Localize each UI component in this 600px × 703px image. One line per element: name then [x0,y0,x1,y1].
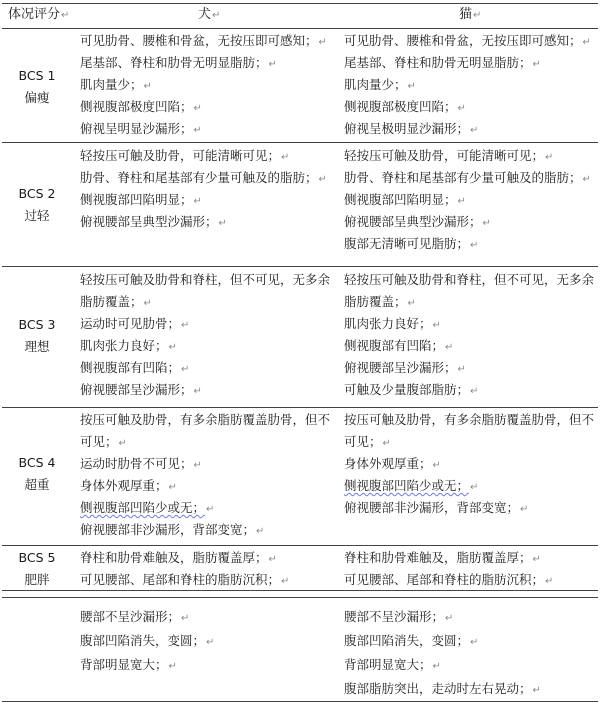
cat-criterion-text: 俯视腰部呈沙漏形； [344,360,457,375]
cat-criterion: 侧视腹部极度凹陷；↵ [344,99,466,114]
cat-criterion-text: 肋骨、脊柱和尾基部有少量可触及的脂肪； [344,170,582,185]
dog-criterion-text: 背部明显宽大； [80,657,168,672]
cat-criterion: 肌肉张力良好；↵ [344,316,441,331]
row-label-score: BCS 5 [18,550,56,565]
cat-criterion: 俯视腰部呈沙漏形；↵ [344,360,466,375]
cat-criterion-text: 腹部无清晰可见脂肪； [344,236,470,251]
header-divider [2,28,598,29]
cat-criterion: 背部明显宽大；↵ [344,657,441,672]
cat-criterion: 腹部脂肪突出，走动时左右晃动；↵ [344,681,541,696]
cat-criterion-text: 侧视腹部极度凹陷； [344,99,457,114]
cat-criterion-text: 身体外观厚重； [344,456,432,471]
dog-criterion: 俯视呈明显沙漏形；↵ [80,121,202,136]
cat-criterion: 身体外观厚重；↵ [344,456,441,471]
cat-criterion: 俯视呈极明显沙漏形；↵ [344,121,479,136]
dog-criterion: 腹部凹陷消失，变圆；↵ [80,633,215,648]
dog-criterion: 俯视腰部非沙漏形，背部变宽；↵ [80,522,265,537]
cat-criterion: 轻按压可触及肋骨，可能清晰可见；↵ [344,148,554,163]
row-label-score: BCS 3 [18,317,56,332]
row-divider [2,142,598,143]
row-divider [2,597,598,598]
cat-criterion: 腰部不呈沙漏形；↵ [344,609,454,624]
dog-criterion-text: 轻按压可触及肋骨和脊柱，但不可见，无多余脂肪覆盖； [80,272,331,309]
dog-criterion: 可见肋骨、腰椎和骨盆，无按压即可感知；↵ [80,33,327,48]
cat-criterion-text: 肌肉量少； [344,77,407,92]
dog-criterion-text: 运动时可见肋骨； [80,316,181,331]
row-divider [2,266,598,267]
dog-criterion-text: 身体外观厚重； [80,478,168,493]
dog-criterion: 侧视腹部凹陷明显；↵ [80,192,202,207]
dog-criterion-text: 按压可触及肋骨，有多余脂肪覆盖肋骨，但不可见； [80,412,331,449]
dog-criterion-text: 俯视腰部非沙漏形，背部变宽； [80,522,256,537]
cat-criterion-text: 可见肋骨、腰椎和骨盆，无按压即可感知； [344,33,582,48]
cat-criterion: 轻按压可触及肋骨和脊柱，但不可见，无多余脂肪覆盖；↵ [344,272,595,309]
dog-criterion: 俯视腰部呈典型沙漏形；↵ [80,214,227,229]
header-dog-label: 犬 [198,7,212,22]
cat-criterion: 可见肋骨、腰椎和骨盆，无按压即可感知；↵ [344,33,591,48]
table-top-border [2,3,598,4]
cat-criterion: 侧视腹部有凹陷；↵ [344,338,454,353]
dog-criterion: 侧视腹部凹陷少或无；↵ [80,500,215,515]
dog-criterion: 可见腰部、尾部和脊柱的脂肪沉积；↵ [80,572,290,587]
header-cat: 猫↵ [459,7,482,22]
cat-criterion-text: 腹部脂肪突出，走动时左右晃动； [344,681,532,696]
cat-criterion-text: 侧视腹部凹陷少或无； [344,478,470,493]
row-label-desc: 超重 [24,477,50,492]
dog-criterion-text: 侧视腹部凹陷明显； [80,192,193,207]
cat-criterion-text: 轻按压可触及肋骨，可能清晰可见； [344,148,545,163]
dog-criterion-text: 运动时肋骨不可见； [80,456,193,471]
dog-criterion-text: 俯视呈明显沙漏形； [80,121,193,136]
dog-criterion: 脊柱和肋骨难触及，脂肪覆盖厚；↵ [80,550,277,565]
row-divider [2,545,598,546]
cat-criterion: 俯视腰部呈典型沙漏形；↵ [344,214,491,229]
cat-criterion-text: 侧视腹部有凹陷； [344,338,445,353]
dog-criterion: 轻按压可触及肋骨，可能清晰可见；↵ [80,148,290,163]
cat-criterion: 肋骨、脊柱和尾基部有少量可触及的脂肪；↵ [344,170,591,185]
row-label-desc: 理想 [24,339,50,354]
dog-criterion-text: 俯视腰部呈典型沙漏形； [80,214,218,229]
row-label-desc: 肥胖 [24,572,50,587]
dog-criterion-text: 肌肉张力良好； [80,338,168,353]
dog-criterion: 按压可触及肋骨，有多余脂肪覆盖肋骨，但不可见；↵ [80,412,331,449]
dog-criterion-text: 俯视腰部呈沙漏形； [80,382,193,397]
cat-criterion: 俯视腰部非沙漏形，背部变宽；↵ [344,500,529,515]
dog-criterion: 运动时可见肋骨；↵ [80,316,190,331]
dog-criterion-text: 侧视腹部有凹陷； [80,360,181,375]
dog-criterion-text: 可见腰部、尾部和脊柱的脂肪沉积； [80,572,281,587]
header-score: 体况评分↵ [8,7,70,22]
dog-criterion: 侧视腹部极度凹陷；↵ [80,99,202,114]
row-label-bcs3 [0,314,74,358]
cat-criterion-text: 腹部凹陷消失，变圆； [344,633,470,648]
row-label-score: BCS 4 [18,455,56,470]
dog-criterion: 肋骨、脊柱和尾基部有少量可触及的脂肪；↵ [80,170,327,185]
dog-criterion: 身体外观厚重；↵ [80,478,177,493]
dog-criterion-text: 侧视腹部极度凹陷； [80,99,193,114]
dog-criterion-text: 肌肉量少； [80,77,143,92]
dog-criterion-text: 腹部凹陷消失，变圆； [80,633,206,648]
dog-criterion-text: 侧视腹部凹陷少或无； [80,500,206,515]
header-score-label: 体况评分 [8,7,61,22]
cat-criterion: 脊柱和肋骨难触及，脂肪覆盖厚；↵ [344,550,541,565]
row-label-score: BCS 2 [18,186,56,201]
dog-criterion: 运动时肋骨不可见；↵ [80,456,202,471]
dog-criterion-text: 腰部不呈沙漏形； [80,609,181,624]
row-label-bcs4 [0,452,74,496]
dog-criterion-text: 尾基部、脊柱和肋骨无明显脂肪； [80,55,268,70]
cat-criterion-text: 俯视呈极明显沙漏形； [344,121,470,136]
row-label-bcs1 [0,65,74,109]
dog-criterion-text: 脊柱和肋骨难触及，脂肪覆盖厚； [80,550,268,565]
dog-criterion-text: 肋骨、脊柱和尾基部有少量可触及的脂肪； [80,170,318,185]
row-divider [2,407,598,408]
cat-criterion-text: 可见腰部、尾部和脊柱的脂肪沉积； [344,572,545,587]
cat-criterion: 按压可触及肋骨，有多余脂肪覆盖肋骨，但不可见；↵ [344,412,595,449]
cat-criterion: 腹部无清晰可见脂肪；↵ [344,236,479,251]
cat-criterion-text: 侧视腹部凹陷明显； [344,192,457,207]
row-label-score: BCS 1 [18,68,56,83]
dog-criterion: 轻按压可触及肋骨和脊柱，但不可见，无多余脂肪覆盖；↵ [80,272,331,309]
dog-criterion: 腰部不呈沙漏形；↵ [80,609,190,624]
cat-criterion-text: 可触及少量腹部脂肪； [344,382,470,397]
row-label-desc: 过轻 [24,208,50,223]
cat-criterion-text: 俯视腰部非沙漏形，背部变宽； [344,500,520,515]
cat-criterion: 可见腰部、尾部和脊柱的脂肪沉积；↵ [344,572,554,587]
cat-criterion-text: 按压可触及肋骨，有多余脂肪覆盖肋骨，但不可见； [344,412,595,449]
cat-criterion: 侧视腹部凹陷明显；↵ [344,192,466,207]
cat-criterion: 可触及少量腹部脂肪；↵ [344,382,479,397]
row-label-desc: 偏瘦 [24,90,50,105]
cat-criterion-text: 尾基部、脊柱和肋骨无明显脂肪； [344,55,532,70]
row-label-bcs2 [0,183,74,227]
header-cat-label: 猫 [459,7,473,22]
dog-criterion: 尾基部、脊柱和肋骨无明显脂肪；↵ [80,55,277,70]
cat-criterion-text: 背部明显宽大； [344,657,432,672]
cat-criterion-text: 腰部不呈沙漏形； [344,609,445,624]
dog-criterion-text: 轻按压可触及肋骨，可能清晰可见； [80,148,281,163]
dog-criterion: 肌肉量少；↵ [80,77,152,92]
dog-criterion: 俯视腰部呈沙漏形；↵ [80,382,202,397]
dog-criterion: 背部明显宽大；↵ [80,657,177,672]
row-label-bcs5 [0,547,74,591]
cat-criterion: 侧视腹部凹陷少或无；↵ [344,478,479,493]
header-dog: 犬↵ [198,7,221,22]
cat-criterion: 尾基部、脊柱和肋骨无明显脂肪；↵ [344,55,541,70]
cat-criterion-text: 俯视腰部呈典型沙漏形； [344,214,482,229]
dog-criterion: 肌肉张力良好；↵ [80,338,177,353]
dog-criterion: 侧视腹部有凹陷；↵ [80,360,190,375]
cat-criterion-text: 轻按压可触及肋骨和脊柱，但不可见，无多余脂肪覆盖； [344,272,595,309]
cat-criterion: 腹部凹陷消失，变圆；↵ [344,633,479,648]
dog-criterion-text: 可见肋骨、腰椎和骨盆，无按压即可感知； [80,33,318,48]
cat-criterion-text: 脊柱和肋骨难触及，脂肪覆盖厚； [344,550,532,565]
cat-criterion: 肌肉量少；↵ [344,77,416,92]
cat-criterion-text: 肌肉张力良好； [344,316,432,331]
